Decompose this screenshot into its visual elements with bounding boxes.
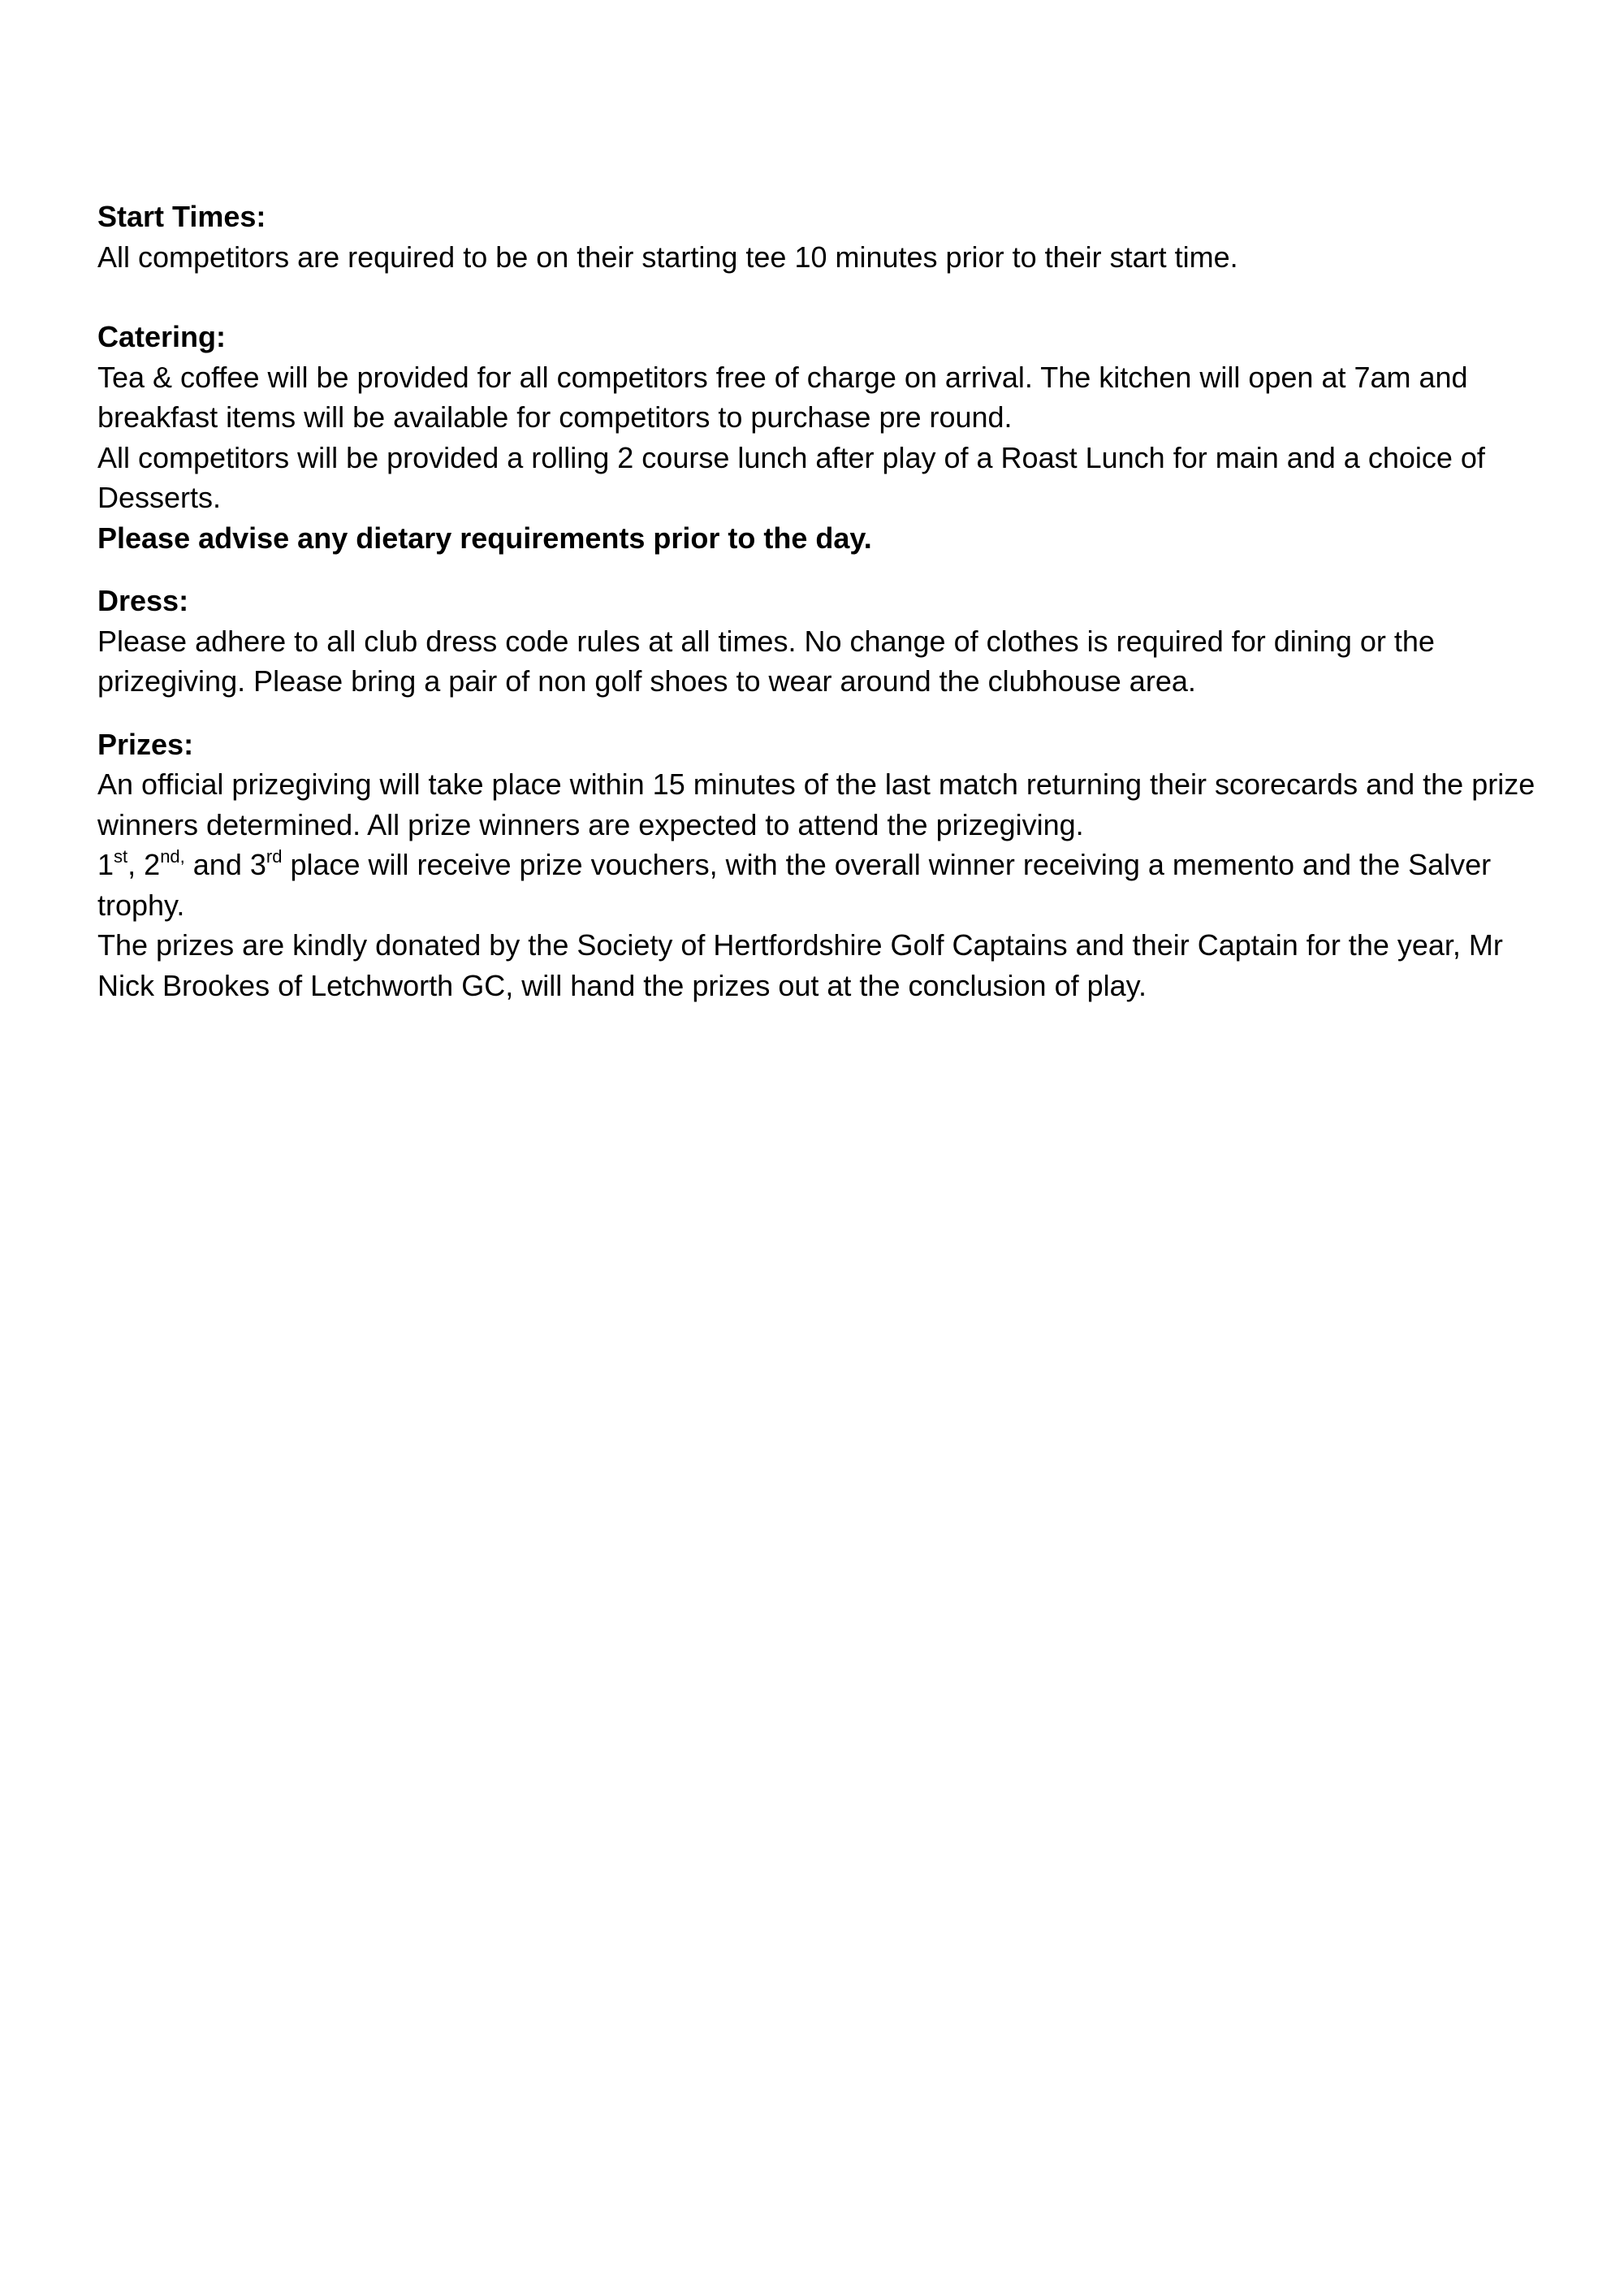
document-page: [97, 197, 1543, 1005]
dress-text: Please adhere to all club dress code rules at all times. No change of clothes is required for dining or the prizegiving. Please bring a pair of non golf shoes to wear around the clubhouse area.: [97, 624, 1435, 698]
place-first-suffix: st: [114, 846, 128, 867]
heading-start-times: Start Times:: [97, 200, 266, 233]
place-first: 1: [97, 848, 114, 881]
prizes-text-2: [97, 845, 1543, 925]
place-second-suffix: nd,: [160, 846, 185, 867]
prizes-text-2-rest: place will receive prize vouchers, with the overall winner receiving a memento and the Salver trophy.: [97, 848, 1492, 922]
heading-prizes: Prizes:: [97, 727, 194, 761]
catering-text-2: All competitors will be provided a rolling 2 course lunch after play of a Roast Lunch for main and a choice of Desserts.: [97, 440, 1485, 514]
heading-dress: Dress:: [97, 584, 189, 617]
catering-text-1: Tea & coffee will be provided for all competitors free of charge on arrival. The kitchen will open at 7am and breakfast items will be available for competitors to purchase pre round.: [97, 360, 1468, 434]
section-dress: [97, 581, 1543, 702]
start-times-text: All competitors are required to be on their starting tee 10 minutes prior to their start time.: [97, 240, 1238, 274]
place-third-suffix: rd: [266, 846, 283, 867]
heading-catering: Catering:: [97, 320, 227, 353]
place-second: , 2: [127, 848, 161, 881]
prizes-text-3: The prizes are kindly donated by the Society of Hertfordshire Golf Captains and their Captain for the year, Mr Nick Brookes of Letchworth GC, will hand the prizes out at the conclusion of play.: [97, 928, 1503, 1002]
place-third: and 3: [184, 848, 266, 881]
catering-dietary-notice: Please advise any dietary requirements prior to the day.: [97, 521, 872, 555]
section-start-times: [97, 197, 1543, 277]
prizes-text-1: An official prizegiving will take place within 15 minutes of the last match returning their scorecards and the prize winners determined. All prize winners are expected to attend the prizegiving.: [97, 767, 1535, 841]
section-catering: [97, 317, 1543, 558]
section-prizes: [97, 724, 1543, 1006]
